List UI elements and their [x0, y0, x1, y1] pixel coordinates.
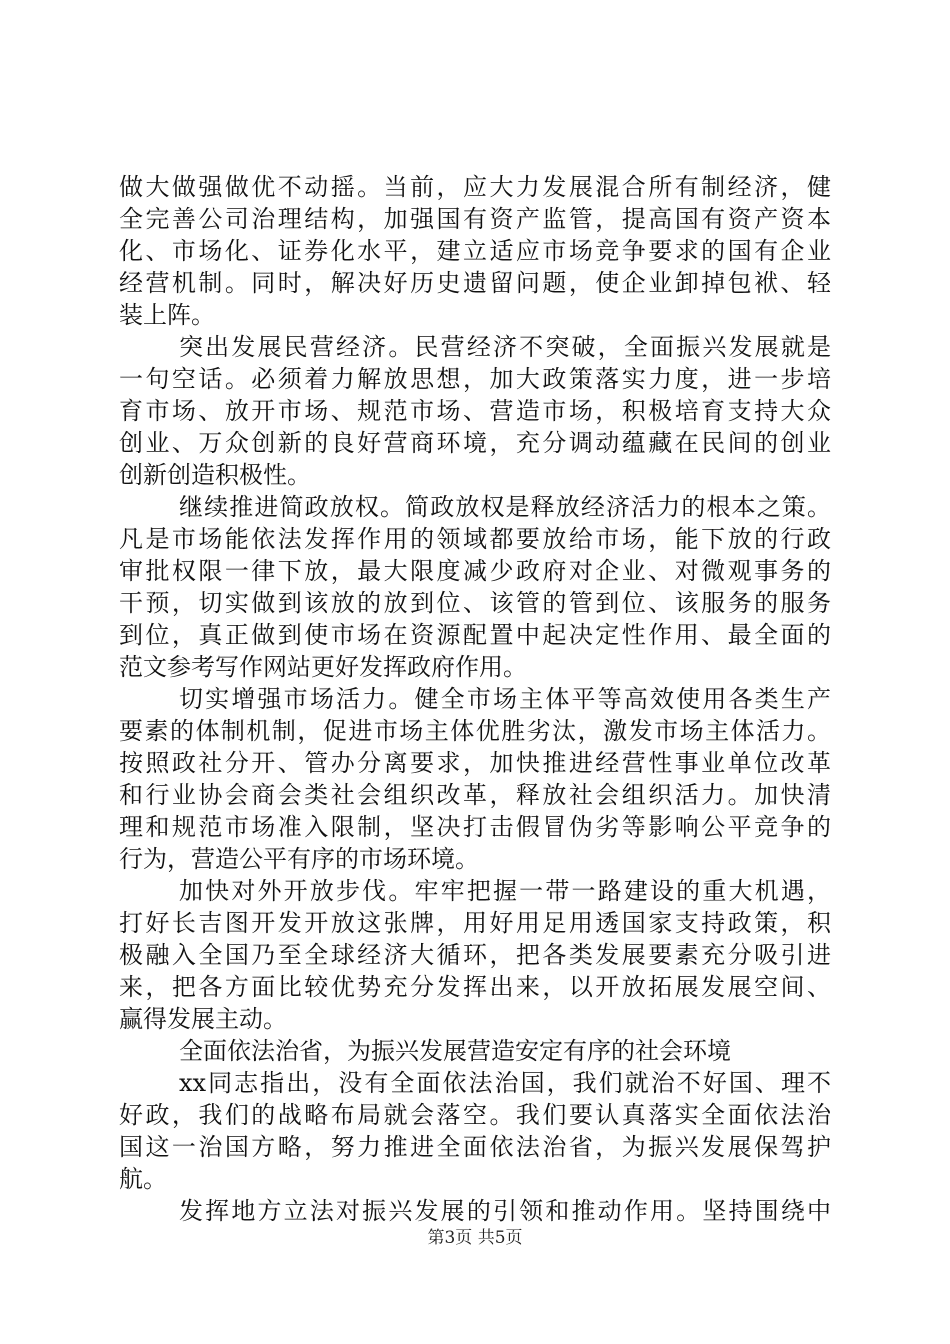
text-line: 极融入全国乃至全球经济大循环，把各类发展要素充分吸引进: [119, 941, 831, 969]
text-line: 育市场、放开市场、规范市场、营造市场，积极培育支持大众: [119, 397, 831, 425]
text-line: 创业、万众创新的良好营商环境，充分调动蕴藏在民间的创业: [119, 429, 831, 457]
page-footer: 第3页 共5页: [427, 1228, 523, 1248]
text-line: 全完善公司治理结构，加强国有资产监管，提高国有资产资本: [119, 205, 831, 233]
text-line: 化、市场化、证券化水平，建立适应市场竞争要求的国有企业: [119, 237, 831, 265]
text-line: 航。: [119, 1165, 167, 1193]
text-line: xx同志指出，没有全面依法治国，我们就治不好国、理不: [179, 1069, 831, 1097]
text-line: 和行业协会商会类社会组织改革，释放社会组织活力。加快清: [119, 781, 831, 809]
document-body: [119, 171, 831, 1227]
text-line: 赢得发展主动。: [119, 1005, 287, 1033]
text-line: 发挥地方立法对振兴发展的引领和推动作用。坚持围绕中: [179, 1197, 831, 1225]
text-line: 范文参考写作网站更好发挥政府作用。: [119, 653, 527, 681]
text-line: 来，把各方面比较优势充分发挥出来，以开放拓展发展空间、: [119, 973, 831, 1001]
text-line: 好政，我们的战略布局就会落空。我们要认真落实全面依法治: [119, 1101, 831, 1129]
text-line: 装上阵。: [119, 301, 215, 329]
text-line: 理和规范市场准入限制，坚决打击假冒伪劣等影响公平竞争的: [119, 813, 831, 841]
text-line: 全面依法治省，为振兴发展营造安定有序的社会环境: [179, 1037, 731, 1065]
text-line: 继续推进简政放权。简政放权是释放经济活力的根本之策。: [179, 493, 831, 521]
text-line: 突出发展民营经济。民营经济不突破，全面振兴发展就是: [179, 333, 831, 361]
text-line: 创新创造积极性。: [119, 461, 311, 489]
text-line: 按照政社分开、管办分离要求，加快推进经营性事业单位改革: [119, 749, 831, 777]
text-line: 国这一治国方略，努力推进全面依法治省，为振兴发展保驾护: [119, 1133, 831, 1161]
text-line: 行为，营造公平有序的市场环境。: [119, 845, 479, 873]
text-line: 干预，切实做到该放的放到位、该管的管到位、该服务的服务: [119, 589, 831, 617]
text-line: 要素的体制机制，促进市场主体优胜劣汰，激发市场主体活力。: [119, 717, 831, 745]
text-line: 切实增强市场活力。健全市场主体平等高效使用各类生产: [179, 685, 831, 713]
text-line: 打好长吉图开发开放这张牌，用好用足用透国家支持政策，积: [119, 909, 831, 937]
text-line: 经营机制。同时，解决好历史遗留问题，使企业卸掉包袱、轻: [119, 269, 831, 297]
text-line: 审批权限一律下放，最大限度减少政府对企业、对微观事务的: [119, 557, 831, 585]
text-line: 加快对外开放步伐。牢牢把握一带一路建设的重大机遇，: [179, 877, 831, 905]
text-line: 一句空话。必须着力解放思想，加大政策落实力度，进一步培: [119, 365, 831, 393]
text-line: 到位，真正做到使市场在资源配置中起决定性作用、最全面的: [119, 621, 831, 649]
text-line: 做大做强做优不动摇。当前，应大力发展混合所有制经济，健: [119, 173, 831, 201]
text-line: 凡是市场能依法发挥作用的领域都要放给市场，能下放的行政: [119, 525, 831, 553]
